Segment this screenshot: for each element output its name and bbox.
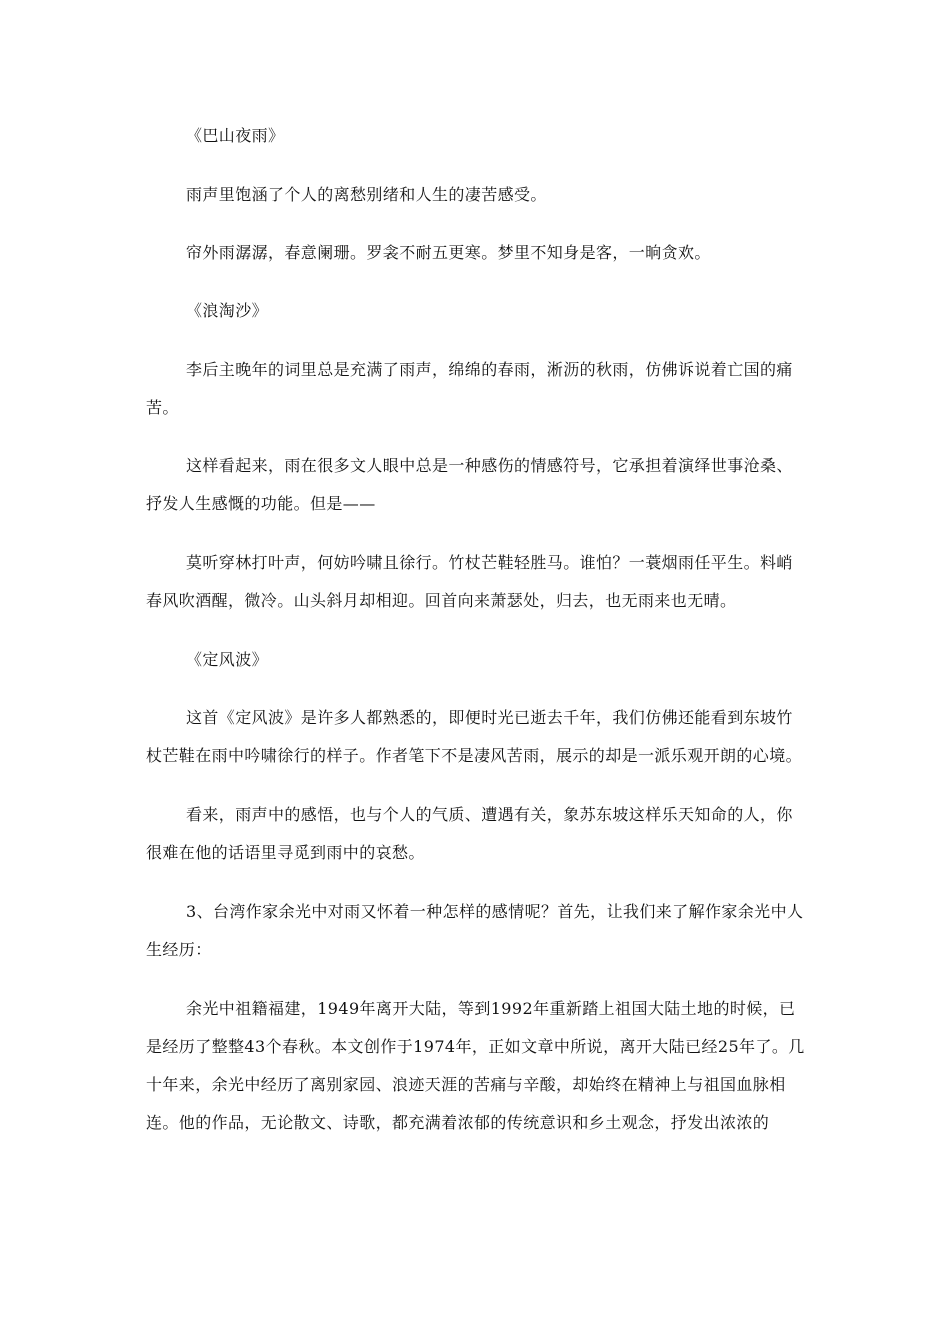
paragraph-yu-guangzhong-biography: 余光中祖籍福建，1949年离开大陆，等到1992年重新踏上祖国大陆土地的时候，已是经历了整整43个春秋。本文创作于1974年，正如文章中所说，离开大陆已经25年了。几十年来，余光中经历了离别家园、浪迹天涯的苦痛与辛酸，却始终在精神上与祖国血脉相连。他的作品，无论散文、诗歌，都充满着浓郁的传统意识和乡土观念，抒发出浓浓的 — [146, 999, 805, 1132]
paragraph-li-houzhu: 李后主晚年的词里总是充满了雨声，绵绵的春雨，淅沥的秋雨，仿佛诉说着亡国的痛苦。 — [146, 360, 793, 417]
poem-title-dingfengbo: 《定风波》 — [186, 650, 269, 669]
paragraph-rain-sorrow: 雨声里饱涵了个人的离愁别绪和人生的凄苦感受。 — [186, 185, 547, 204]
poem-quote-langtaosha: 帘外雨潺潺，春意阑珊。罗衾不耐五更寒。梦里不知身是客，一晌贪欢。 — [186, 243, 711, 262]
paragraph-yu-guangzhong-intro: 3、台湾作家余光中对雨又怀着一种怎样的感情呢？首先，让我们来了解作家余光中人生经历： — [146, 902, 804, 959]
poem-title-langtaosha: 《浪淘沙》 — [186, 301, 269, 320]
poem-title-bashan-yeyu: 《巴山夜雨》 — [186, 126, 285, 145]
paragraph-su-dongpo: 看来，雨声中的感悟，也与个人的气质、遭遇有关，象苏东坡这样乐天知命的人，你很难在他的话语里寻觅到雨中的哀愁。 — [146, 805, 793, 862]
paragraph-emotional-symbol: 这样看起来，雨在很多文人眼中总是一种感伤的情感符号，它承担着演绎世事沧桑、抒发人生感慨的功能。但是—— — [146, 456, 793, 513]
poem-quote-dingfengbo: 莫听穿林打叶声，何妨吟啸且徐行。竹杖芒鞋轻胜马。谁怕？一蓑烟雨任平生。料峭春风吹酒醒，微冷。山头斜月却相迎。回首向来萧瑟处，归去，也无雨来也无晴。 — [146, 553, 793, 610]
paragraph-dingfengbo-comment: 这首《定风波》是许多人都熟悉的，即便时光已逝去千年，我们仿佛还能看到东坡竹杖芒鞋在雨中吟啸徐行的样子。作者笔下不是凄风苦雨，展示的却是一派乐观开朗的心境。 — [146, 708, 803, 765]
